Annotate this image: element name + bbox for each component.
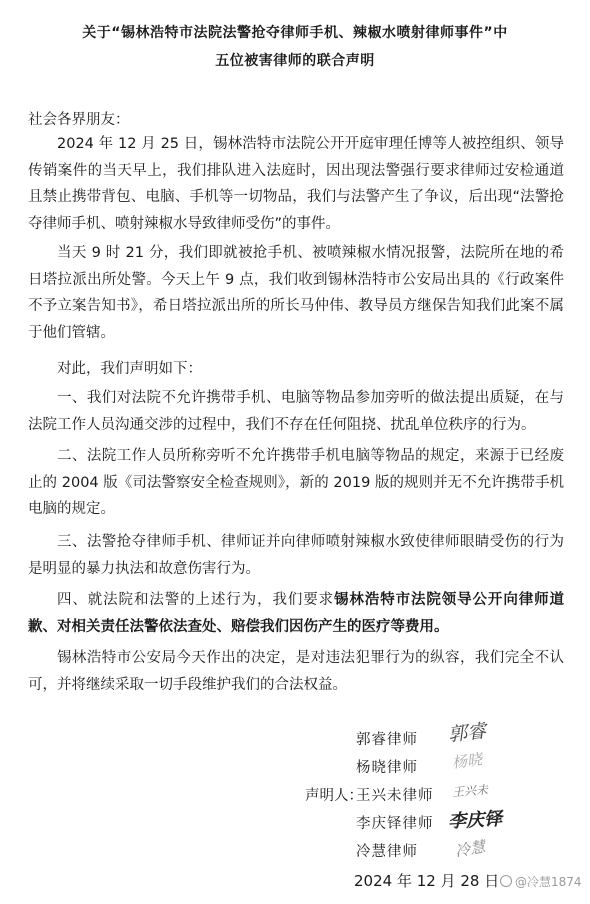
paragraph-incident: 2024 年 12 月 25 日，锡林浩特市法院公开开庭审理任博等人被控组织、领导传销案件的当天早上，我们排队进入法庭时，因出现法警强行要求律师过安检通道且禁止携带背包、电脑、手机等一切物品，我们与法警产生了争议，后出现“法警抢夺律师手机、喷射辣椒水导致律师受伤”的事件。	[28, 136, 564, 232]
paragraph-point-2: 二、法院工作人员所称旁听不允许携带手机电脑等物品的规定，来源于已经废止的 2004 版《司法警察安全检查规则》，新的 2019 版的规则并无不允许携带手机电脑的规定。	[28, 448, 564, 517]
handwritten-signature-2: 杨晓	[450, 749, 484, 772]
handwritten-signature-4: 李庆铎	[447, 808, 503, 833]
title-line-1: 关于“锡林浩特市法院法警抢夺律师手机、辣椒水喷射律师事件”中	[82, 25, 508, 41]
declarant-label: 声明人：	[305, 788, 363, 804]
greeting: 社会各界朋友：	[28, 112, 130, 128]
weibo-icon	[500, 875, 512, 887]
handwritten-signature-5: 冷慧	[453, 837, 487, 861]
paragraph-point-4	[28, 587, 564, 640]
paragraph-police-report: 当天 9 时 21 分，我们即就被抢手机、被喷辣椒水情况报警，法院所在地的希日塔拉派出所处警。今天上午 9 点，我们收到锡林浩特市公安局出具的《行政案件不予立案告知书》，希日塔拉派出所的所长马仲伟、教导员方继保告知我们此案不属于他们管辖。	[28, 245, 564, 341]
paragraph-conclusion: 锡林浩特市公安局今天作出的决定，是对违法犯罪行为的纵容，我们完全不认可，并将继续采取一切手段维护我们的合法权益。	[28, 650, 564, 693]
paragraph-declaration-intro: 对此，我们声明如下：	[57, 361, 202, 377]
paragraph-point-1: 一、我们对法院不允许携带手机、电脑等物品参加旁听的做法提出质疑，在与法院工作人员沟通交涉的过程中，我们不存在任何阻挠、扰乱单位秩序的行为。	[28, 390, 564, 433]
signature-name-1: 郭睿律师	[356, 732, 418, 748]
document-date: 2024 年 12 月 28 日	[354, 872, 500, 890]
signature-name-5: 冷慧律师	[356, 844, 418, 860]
title-line-2: 五位被害律师的联合声明	[215, 53, 375, 69]
point-4-demands: 锡林浩特市法院领导公开向律师道歉、对相关责任法警依法查处、赔偿我们因伤产生的医疗等费用。	[28, 592, 564, 635]
handwritten-signature-1: 郭睿	[447, 720, 488, 746]
signature-name-4: 李庆铎律师	[356, 816, 434, 832]
handwritten-signature-3: 王兴未	[451, 782, 489, 800]
signature-name-3: 王兴未律师	[356, 788, 434, 804]
paragraph-point-3: 三、法警抢夺律师手机、律师证并向律师喷射辣椒水致使律师眼睛受伤的行为是明显的暴力执法和故意伤害行为。	[28, 534, 564, 577]
signature-name-2: 杨晓律师	[356, 760, 418, 776]
weibo-watermark	[500, 873, 582, 890]
point-4-text: 四、就法院和法警的上述行为，我们要求	[57, 592, 335, 608]
watermark-text: @冷慧1874	[515, 875, 582, 889]
